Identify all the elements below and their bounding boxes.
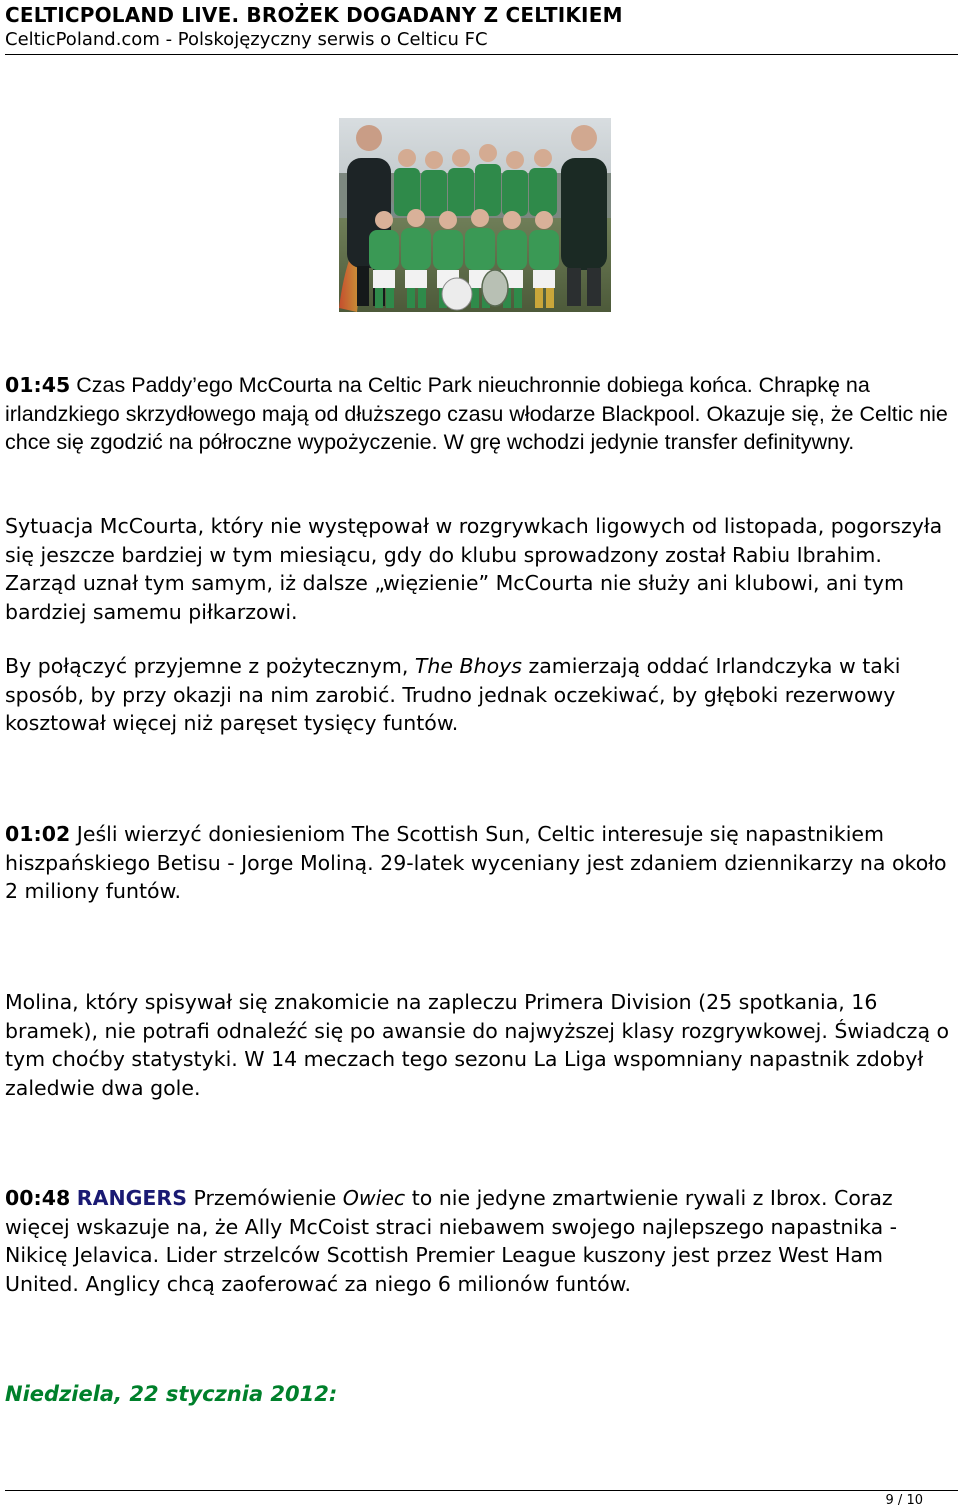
entry-0145-paragraph-3: By połączyć przyjemne z pożytecznym, The Bhoys zamierzają oddać Irlandczyka w taki sposób, by przy okazji na nim zarobić. Trudno jednak oczekiwać, by głęboki rezerwowy kosztował więcej niż paręset tysięcy funtów. (5, 654, 901, 735)
team-photo (339, 118, 611, 312)
entry-0102-paragraph-2: Molina, który spisywał się znakomicie na zapleczu Primera Division (25 spotkania, 16 bramek), nie potrafi odnaleźć się po awansie do najwyższej klasy rozgrywkowej. Świadczą o tym choćby statystyki. W 14 meczach tego sezonu La Liga wspomniany napastnik zdobył zaledwie dwa gole. (5, 990, 950, 1100)
footer-divider (5, 1490, 958, 1491)
page-number: 9 / 10 (885, 1493, 923, 1508)
rangers-tag: RANGERS (76, 1186, 187, 1210)
entry-0048-paragraph-1: 00:48 RANGERS Przemówienie Owiec to nie jedyne zmartwienie rywali z Ibrox. Coraz więcej wskazuje na, że Ally McCoist straci niebawem swojego najlepszego napastnika - Nikicę Jelavica. Lider strzelców Scottish Premier League kuszony jest przez West Ham United. Anglicy chcą zaoferować za niego 6 milionów funtów. (5, 1186, 898, 1296)
entry-0145-paragraph-1: 01:45 Czas Paddy’ego McCourta na Celtic Park nieuchronnie dobiega końca. Chrapkę na irlandzkiego skrzydłowego mają od dłuższego czasu włodarze Blackpool. Okazuje się, że Celtic nie chce się zgodzić na półroczne wypożyczenie. W grę wchodzi jedynie transfer definitywny. (5, 373, 948, 454)
entry-0102-paragraph-1: 01:02 Jeśli wierzyć doniesieniom The Scottish Sun, Celtic interesuje się napastnikiem hiszpańskiego Betisu - Jorge Moliną. 29-latek wyceniany jest zdaniem dziennikarzy na około 2 miliony funtów. (5, 822, 947, 903)
header-divider (5, 54, 958, 55)
entry-0145-paragraph-2: Sytuacja McCourta, który nie występował w rozgrywkach ligowych od listopada, pogorszyła się jeszcze bardziej w tym miesiącu, gdy do klubu sprowadzony został Rabiu Ibrahim. Zarząd uznał tym samym, iż dalsze „więzienie” McCourta nie służy ani klubowi, ani tym bardziej samemu piłkarzowi. (5, 514, 943, 624)
entry-time: 01:45 (5, 373, 71, 397)
entry-time: 00:48 (5, 1186, 71, 1210)
document-title: CELTICPOLAND LIVE. BROŻEK DOGADANY Z CELTIKIEM (5, 3, 623, 27)
owiec-emphasis: Owiec (342, 1186, 406, 1210)
entry-time: 01:02 (5, 822, 71, 846)
the-bhoys-emphasis: The Bhoys (414, 654, 522, 678)
date-heading: Niedziela, 22 stycznia 2012: (5, 1382, 338, 1406)
document-subtitle: CelticPoland.com - Polskojęzyczny serwis o Celticu FC (5, 29, 488, 50)
document-header (5, 2, 955, 52)
